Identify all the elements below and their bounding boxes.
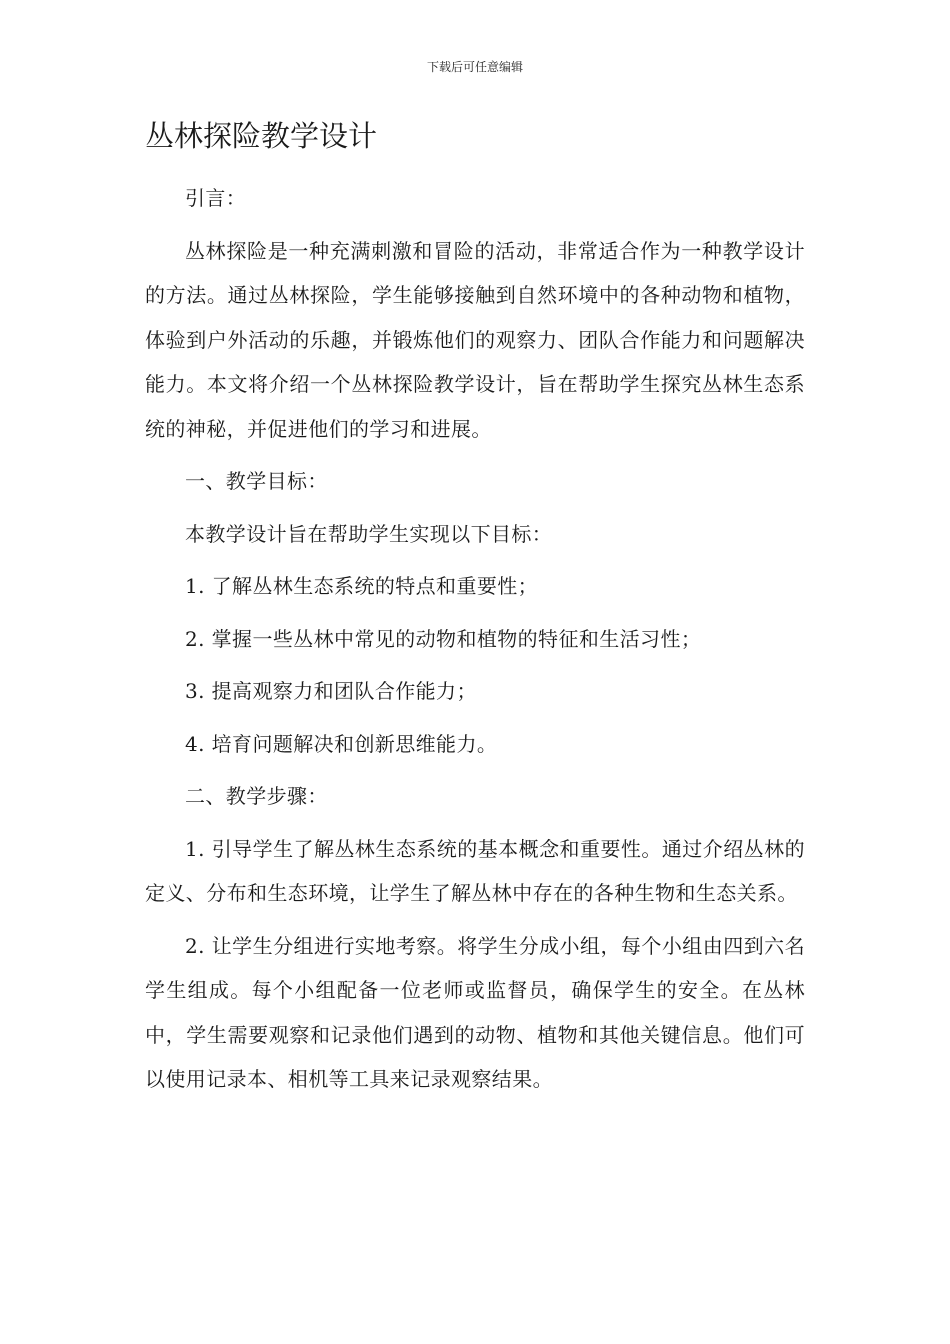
section-heading-goals: 一、教学目标： xyxy=(185,469,328,493)
goal-item: 4. 培育问题解决和创新思维能力。 xyxy=(185,731,498,756)
document-title: 丛林探险教学设计 xyxy=(145,119,378,153)
document-body xyxy=(145,112,805,1110)
goal-item: 1. 了解丛林生态系统的特点和重要性； xyxy=(185,574,539,598)
goals-lead: 本教学设计旨在帮助学生实现以下目标： xyxy=(185,521,553,546)
step-item: 2. 让学生分组进行实地考察。将学生分成小组，每个小组由四到六名学生组成。每个小组配备一位老师或监督员，确保学生的安全。在丛林中，学生需要观察和记录他们遇到的动物、植物和其他关键信息。他们可以使用记录本、相机等工具来记录观察结果。 xyxy=(145,933,805,1091)
page-header-note: 下载后可任意编辑 xyxy=(426,60,523,74)
intro-paragraph: 丛林探险是一种充满刺激和冒险的活动，非常适合作为一种教学设计的方法。通过丛林探险，学生能够接触到自然环境中的各种动物和植物，体验到户外活动的乐趣，并锻炼他们的观察力、团队合作能力和问题解决能力。本文将介绍一个丛林探险教学设计，旨在帮助学生探究丛林生态系统的神秘，并促进他们的学习和进展。 xyxy=(145,238,805,441)
goal-item: 3. 提高观察力和团队合作能力； xyxy=(185,679,477,703)
section-heading-steps: 二、教学步骤： xyxy=(185,784,328,808)
intro-heading: 引言： xyxy=(185,186,247,210)
step-item: 1. 引导学生了解丛林生态系统的基本概念和重要性。通过介绍丛林的定义、分布和生态环境，让学生了解丛林中存在的各种生物和生态关系。 xyxy=(145,836,805,905)
goal-item: 2. 掌握一些丛林中常见的动物和植物的特征和生活习性； xyxy=(185,626,702,651)
